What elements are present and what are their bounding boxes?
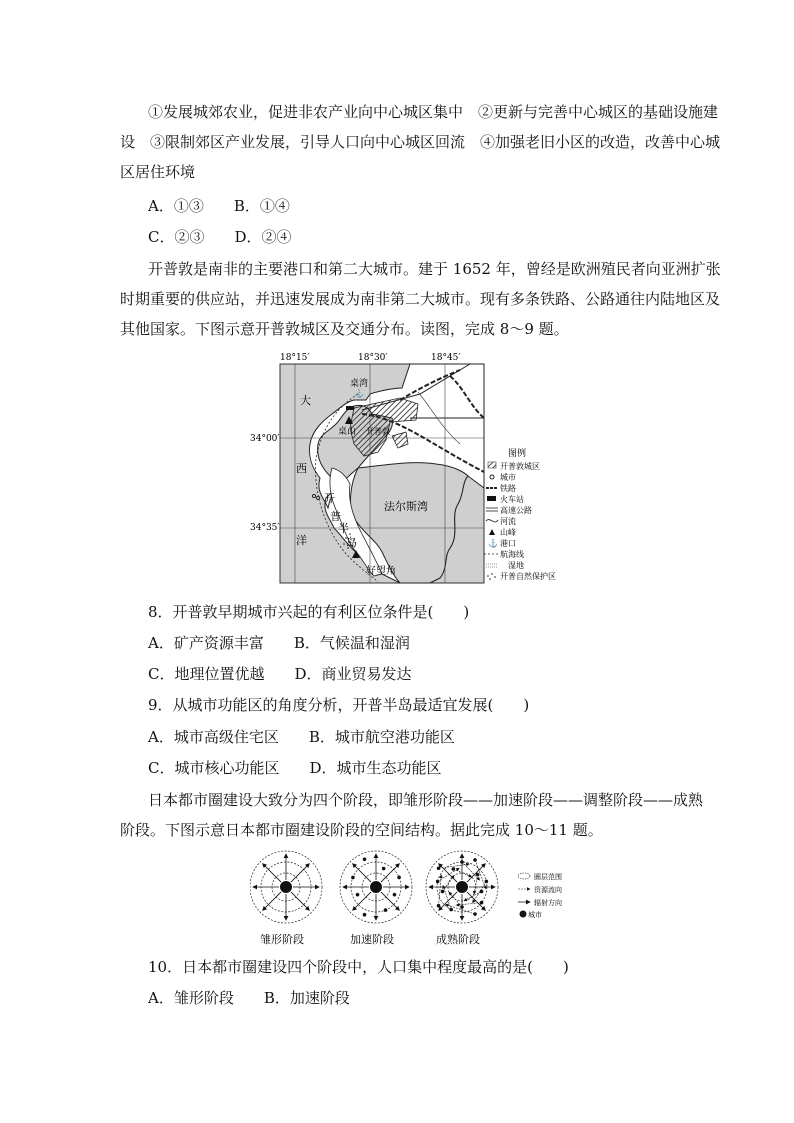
legend-label-10: 开普自然保护区 [500,572,556,581]
cape-intro-line-3: 其他国家。下图示意开普敦城区及交通分布。读图，完成 8～9 题。 [120,320,569,338]
stages-legend-2: 辐射方向 [534,899,562,907]
satellite-city [436,880,440,884]
q7-answer-row-2: C．②③ D．②④ [148,228,292,246]
label-ocean-1: 大 [300,394,311,407]
satellite-city [363,857,367,861]
q7-option-line-1: ①发展城郊农业，促进非农产业向中心城区集中 ②更新与完善中心城区的基础设施建 [148,103,719,121]
legend-label-5: 河流 [500,517,516,526]
legend-label-4: 高速公路 [500,506,532,515]
stages-legend-3: 城市 [528,911,542,919]
satellite-city [397,876,401,880]
legend-ring-symbol [518,873,530,879]
satellite-city [351,876,355,880]
resource-flow-arrow [443,886,451,910]
japan-intro-line-2: 阶段。下图示意日本都市圈建设阶段的空间结构。据此完成 10～11 题。 [120,821,603,839]
q10-stem: 10．日本都市圈建设四个阶段中，人口集中程度最高的是( ) [148,958,569,976]
label-ocean-3: 洋 [296,534,307,547]
core-city [456,881,468,893]
label-cape: 好望角 [366,566,396,577]
lon-label-3: 18°45′ [431,353,461,363]
resource-flow-arrow [462,862,480,880]
metro-stages-figure [250,843,590,950]
stage-diagram-1 [250,851,322,923]
q9-options-row-2: C．城市核心功能区 D．城市生态功能区 [148,759,442,777]
legend-label-0: 开普敦城区 [500,462,540,471]
legend-symbol-peak [489,529,495,535]
q7-answer-row-1: A．①③ B．①④ [148,197,290,215]
label-false-bay: 法尔斯湾 [384,500,428,513]
legend-title: 图例 [508,449,527,459]
legend-label-2: 铁路 [500,484,516,493]
resource-flow-arrow [438,868,460,881]
port-icon: ⚓ [354,389,364,398]
lon-label-1: 18°15′ [280,353,310,363]
lon-label-2: 18°30′ [358,353,388,363]
legend-symbol-river [486,520,498,522]
label-peninsula-4: 岛 [346,536,357,549]
label-peninsula-3: 半 [338,522,349,535]
cape-intro-line-1: 开普敦是南非的主要港口和第二大城市。建于 1652 年，曾经是欧洲殖民者向亚洲扩张 [148,260,721,278]
label-peninsula-2: 普 [330,510,341,523]
label-mountain: 桌山 [338,427,357,437]
stage-label-1: 雏形阶段 [260,933,304,946]
cape-town-map [250,348,590,588]
legend-symbol-station [487,496,496,501]
q9-options-row-1: A．城市高级住宅区 B．城市航空港功能区 [148,728,455,746]
legend-label-8: 航海线 [500,550,524,559]
legend-symbol-reserve [487,573,496,580]
stage-diagram-2 [340,851,412,923]
satellite-city [449,908,453,912]
q8-options-row-2: C．地理位置优越 D．商业贸易发达 [148,665,412,683]
q8-options-row-1: A．矿产资源丰富 B．气候温和湿润 [148,634,410,652]
lat-label-2: 34°35′ [250,523,280,533]
lat-label-1: 34°00′ [250,434,280,444]
legend-label-3: 火车站 [500,495,524,504]
legend-city-symbol [520,911,527,918]
stages-legend-0: 圈层范围 [534,873,562,881]
q10-options-row-1: A．雏形阶段 B．加速阶段 [148,989,350,1007]
label-peninsula-1: 开 [324,492,335,505]
stages-legend [518,872,562,919]
label-bay: 桌湾 [350,379,369,389]
legend-symbol-port: ⚓ [488,539,498,548]
stage-diagram-3 [426,851,498,923]
satellite-city [363,913,367,917]
map-legend [484,461,556,581]
satellite-city [384,908,388,912]
train-station [346,406,354,410]
cape-intro-line-2: 时期重要的供应站，并迅速发展成为南非第二大城市。现有多条铁路、公路通往内陆地区及 [120,290,721,308]
q9-stem: 9．从城市功能区的角度分析，开普半岛最适宜发展( ) [148,696,530,714]
japan-intro-line-1: 日本都市圈建设大致分为四个阶段，即雏形阶段——加速阶段——调整阶段——成熟 [148,791,704,809]
label-ocean-2: 西 [296,462,307,475]
stages-legend-1: 资源流向 [534,886,562,894]
legend-label-6: 山峰 [500,528,516,537]
legend-label-1: 城市 [500,473,516,482]
label-city: 开普敦 [366,427,390,436]
stage-label-2: 加速阶段 [350,933,394,946]
core-city [370,881,382,893]
q8-stem: 8．开普敦早期城市兴起的有利区位条件是( ) [148,603,470,621]
satellite-city [393,893,397,897]
legend-symbol-city [490,475,494,479]
satellite-city [452,867,456,871]
legend-symbol-city-area [488,462,496,468]
satellite-city [356,893,360,897]
core-city [280,881,292,893]
legend-label-9: 湿地 [508,561,524,570]
q7-option-line-2: 设 ③限制郊区产业发展，引导人口向中心城区回流 ④加强老旧小区的改造，改善中心城 [120,133,721,151]
stage-label-3: 成熟阶段 [436,933,480,946]
satellite-city [382,867,386,871]
resource-flow-arrow [456,903,481,906]
q7-option-line-3: 区居住环境 [120,163,196,181]
legend-label-7: 港口 [500,539,516,548]
